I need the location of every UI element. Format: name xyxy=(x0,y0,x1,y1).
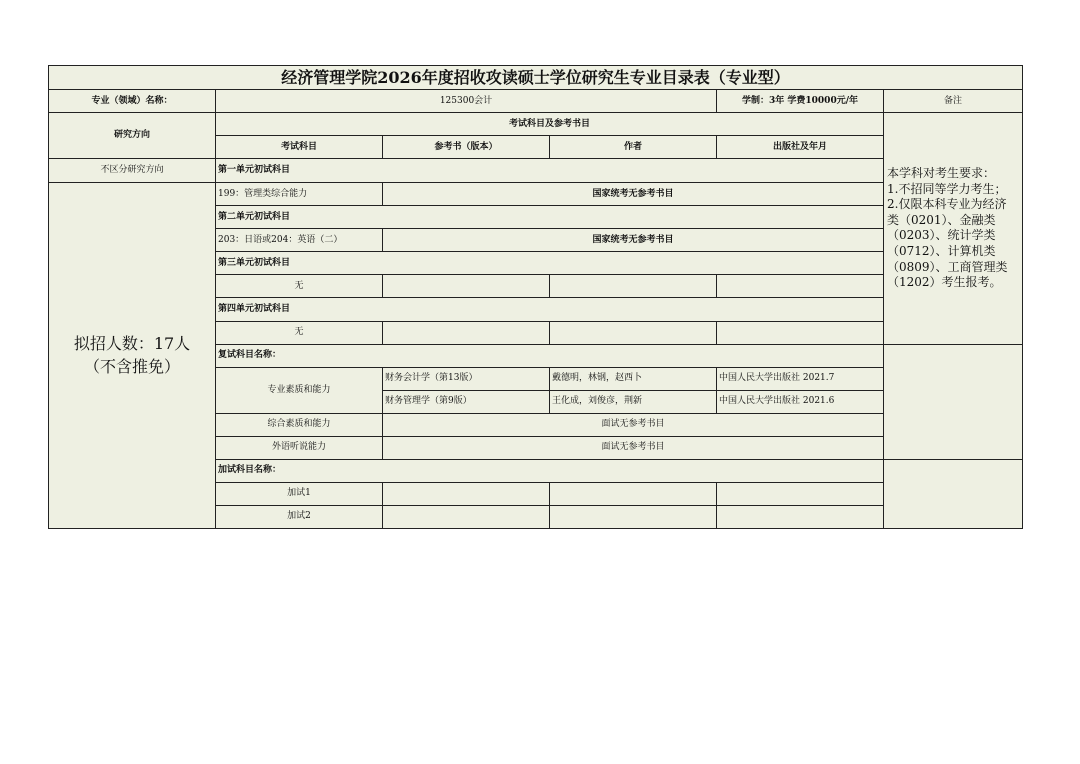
unit2-label: 第二单元初试科目 xyxy=(216,206,884,229)
retest-book-title: 财务管理学（第9版） xyxy=(383,390,550,413)
note-line: （0712）、计算机类 xyxy=(887,243,996,258)
note-line: 2.仅限本科专业为经济 xyxy=(887,197,1007,212)
empty-cell xyxy=(717,505,884,528)
note-line: 本学科对考生要求： xyxy=(887,165,996,180)
empty-cell xyxy=(550,482,717,505)
reference-book-header: 参考书（版本） xyxy=(383,136,550,159)
empty-cell xyxy=(383,321,550,344)
retest-book-publisher: 中国人民大学出版社 2021.7 xyxy=(717,367,884,390)
remark-empty xyxy=(884,459,1023,528)
empty-cell xyxy=(550,321,717,344)
empty-cell xyxy=(550,505,717,528)
retest-label: 复试科目名称： xyxy=(216,344,884,367)
note-line: （0809）、工商管理类 xyxy=(887,259,1008,274)
retest-book-author: 王化成，刘俊彦，荆新 xyxy=(550,390,717,413)
major-value: 125300会计 xyxy=(216,90,717,113)
empty-cell xyxy=(383,482,550,505)
additional-exam-2: 加试2 xyxy=(216,505,383,528)
retest-comprehensive-ref: 面试无参考书目 xyxy=(383,413,884,436)
author-header: 作者 xyxy=(550,136,717,159)
unit3-subject: 无 xyxy=(216,275,383,298)
retest-language-ref: 面试无参考书目 xyxy=(383,436,884,459)
retest-language: 外语听说能力 xyxy=(216,436,383,459)
unit1-label: 第一单元初试科目 xyxy=(216,159,884,183)
empty-cell xyxy=(717,275,884,298)
retest-professional: 专业素质和能力 xyxy=(216,367,383,413)
empty-cell xyxy=(717,482,884,505)
empty-cell xyxy=(383,505,550,528)
direction-cell: 不区分研究方向 xyxy=(49,159,216,183)
unit4-label: 第四单元初试科目 xyxy=(216,298,884,321)
publisher-header: 出版社及年月 xyxy=(717,136,884,159)
unit2-subject: 203：日语或204：英语（二） xyxy=(216,229,383,252)
empty-cell xyxy=(550,275,717,298)
retest-book-title: 财务会计学（第13版） xyxy=(383,367,550,390)
empty-cell xyxy=(717,321,884,344)
exam-books-header: 考试科目及参考书目 xyxy=(216,113,884,136)
note-line: （0203）、统计学类 xyxy=(887,228,996,243)
retest-book-author: 戴德明，林钢，赵西卜 xyxy=(550,367,717,390)
remark-empty xyxy=(884,344,1023,459)
remark-label: 备注 xyxy=(884,90,1023,113)
note-line: （1202）考生报考。 xyxy=(887,275,1002,290)
enrollment-count: 拟招人数：17人 xyxy=(73,334,191,354)
note-line: 类（0201）、金融类 xyxy=(887,212,996,227)
notes-cell xyxy=(884,113,1023,344)
catalog-table xyxy=(48,65,1023,529)
unit3-label: 第三单元初试科目 xyxy=(216,252,884,275)
unit4-subject: 无 xyxy=(216,321,383,344)
empty-cell xyxy=(383,275,550,298)
exam-subject-header: 考试科目 xyxy=(216,136,383,159)
duration-fee: 学制：3年 学费10000元/年 xyxy=(717,90,884,113)
note-line: 1.不招同等学力考生； xyxy=(887,181,1007,196)
unit1-subject: 199：管理类综合能力 xyxy=(216,183,383,206)
table-title: 经济管理学院2026年度招收攻读硕士学位研究生专业目录表（专业型） xyxy=(49,66,1023,90)
retest-book-publisher: 中国人民大学出版社 2021.6 xyxy=(717,390,884,413)
research-direction-header: 研究方向 xyxy=(49,113,216,159)
retest-comprehensive: 综合素质和能力 xyxy=(216,413,383,436)
enrollment-note: （不含推免） xyxy=(83,356,180,376)
unit2-reference: 国家统考无参考书目 xyxy=(383,229,884,252)
unit1-reference: 国家统考无参考书目 xyxy=(383,183,884,206)
major-label: 专业（领域）名称： xyxy=(49,90,216,113)
additional-label: 加试科目名称： xyxy=(216,459,884,482)
enrollment-cell xyxy=(49,183,216,529)
additional-exam-1: 加试1 xyxy=(216,482,383,505)
